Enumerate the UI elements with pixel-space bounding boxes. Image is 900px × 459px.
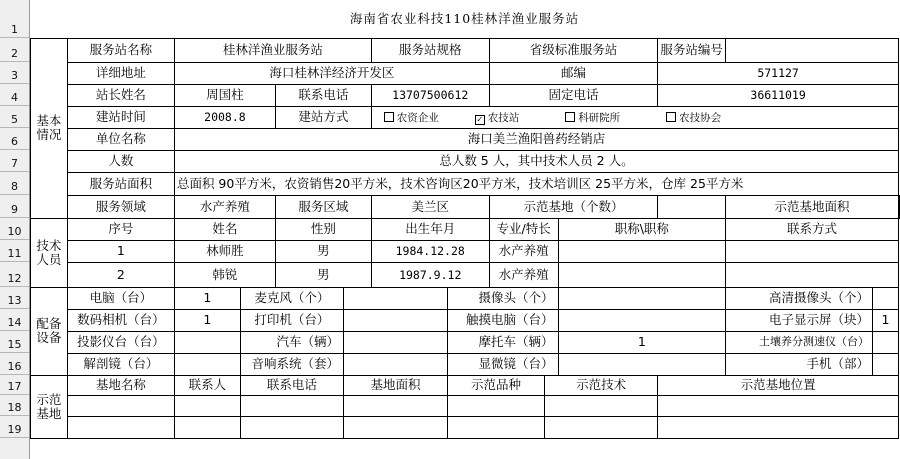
station-spec-value[interactable]: 省级标准服务站 <box>489 38 657 62</box>
equip-value[interactable] <box>873 287 899 309</box>
zip-label: 邮编 <box>489 62 657 84</box>
tech-cell[interactable] <box>558 240 726 262</box>
row-number-label: 2 <box>11 47 18 60</box>
checkbox-unchecked-icon[interactable] <box>565 112 575 122</box>
row-number[interactable] <box>0 38 29 62</box>
field-value[interactable]: 水产养殖 <box>174 195 275 218</box>
row-number[interactable] <box>0 150 29 172</box>
row-number[interactable] <box>0 309 29 331</box>
row-number-label: 16 <box>7 360 22 373</box>
region-value[interactable]: 美兰区 <box>371 195 489 218</box>
equip-label: 摩托车（辆） <box>448 331 559 353</box>
equip-label: 音响系统（套） <box>240 353 343 375</box>
demo-cell[interactable] <box>240 416 343 438</box>
equip-value[interactable] <box>558 353 726 375</box>
equip-value[interactable] <box>873 353 899 375</box>
equip-value[interactable]: 1 <box>174 287 240 309</box>
station-name-value[interactable]: 桂林洋渔业服务站 <box>174 38 371 62</box>
demo-header: 联系人 <box>174 375 240 395</box>
manager-value[interactable]: 周国柱 <box>174 84 275 106</box>
equip-value[interactable]: 1 <box>873 309 899 331</box>
row-number[interactable] <box>0 106 29 128</box>
table-row <box>31 395 900 416</box>
phone-value[interactable]: 13707500612 <box>371 84 489 106</box>
service-station-form <box>30 0 900 439</box>
row-number[interactable] <box>0 375 29 395</box>
row-number-label: 17 <box>7 380 22 393</box>
people-label: 人数 <box>67 150 174 172</box>
station-code-value[interactable] <box>726 38 899 62</box>
built-time-label: 建站时间 <box>67 106 174 128</box>
demo-cell[interactable] <box>240 395 343 416</box>
demo-header: 示范品种 <box>448 375 545 395</box>
demo-area-label: 示范基地面积 <box>726 195 899 218</box>
checkbox-unchecked-icon[interactable] <box>384 112 394 122</box>
demo-cell[interactable] <box>658 416 899 438</box>
demo-header: 基地面积 <box>344 375 448 395</box>
row-number[interactable] <box>0 262 29 287</box>
equip-label: 投影仪台（台） <box>67 331 174 353</box>
row-number-label: 9 <box>11 203 18 216</box>
row-number-label: 6 <box>11 135 18 148</box>
table-row <box>31 262 900 287</box>
address-value[interactable]: 海口桂林洋经济开发区 <box>174 62 489 84</box>
tech-header: 专业/特长 <box>489 218 558 240</box>
equip-label: 电脑（台） <box>67 287 174 309</box>
people-value[interactable]: 总人数 5 人，其中技术人员 2 人。 <box>174 150 898 172</box>
equip-value[interactable] <box>344 287 448 309</box>
tech-cell[interactable]: 林师胜 <box>174 240 275 262</box>
area-label: 服务站面积 <box>67 172 174 195</box>
tech-cell[interactable]: 韩锐 <box>174 262 275 287</box>
equip-label: 数码相机（台） <box>67 309 174 331</box>
row-header-column <box>0 0 30 459</box>
demo-cell[interactable] <box>658 395 899 416</box>
row-number[interactable] <box>0 172 29 195</box>
row-number-label: 7 <box>11 157 18 170</box>
row-number-label: 13 <box>7 294 22 307</box>
unit-value[interactable]: 海口美兰渔阳兽药经销店 <box>174 128 898 150</box>
row-number[interactable] <box>0 84 29 106</box>
row-number-label: 1 <box>11 23 18 36</box>
row-number-label: 4 <box>11 91 18 104</box>
station-spec-label: 服务站规格 <box>371 38 489 62</box>
demo-cell[interactable] <box>545 416 658 438</box>
row-number-label: 14 <box>7 316 22 329</box>
row-number-label: 5 <box>11 113 18 126</box>
demo-cell[interactable] <box>67 416 174 438</box>
tech-header: 性别 <box>275 218 371 240</box>
equip-value[interactable] <box>174 353 240 375</box>
unit-label: 单位名称 <box>67 128 174 150</box>
demo-cell[interactable] <box>344 416 448 438</box>
tech-header: 姓名 <box>174 218 275 240</box>
row-number[interactable] <box>0 218 29 240</box>
equip-value[interactable]: 1 <box>558 331 726 353</box>
manager-label: 站长姓名 <box>67 84 174 106</box>
row-number[interactable] <box>0 287 29 309</box>
equip-label: 触摸电脑（台） <box>448 309 559 331</box>
row-number[interactable] <box>0 240 29 262</box>
tech-header: 职称\职称 <box>558 218 726 240</box>
row-number[interactable] <box>0 0 29 38</box>
tech-header: 序号 <box>67 218 174 240</box>
section-tech-staff: 技术人员 <box>31 218 68 287</box>
section-basic-info: 基本情况 <box>31 38 68 218</box>
tech-cell[interactable]: 1984.12.28 <box>371 240 489 262</box>
demo-cell[interactable] <box>174 395 240 416</box>
option-label: 科研院所 <box>578 111 621 124</box>
checkbox-checked-icon[interactable]: ✓ <box>476 114 484 124</box>
equip-value[interactable] <box>174 331 240 353</box>
landline-label: 固定电话 <box>489 84 657 106</box>
option-agri-enterprise[interactable] <box>384 111 439 125</box>
option-label: 农技站 <box>487 111 520 124</box>
equip-label: 打印机（台） <box>240 309 343 331</box>
equip-value[interactable] <box>558 309 726 331</box>
built-method-options <box>371 106 898 128</box>
field-label: 服务领域 <box>67 195 174 218</box>
tech-cell[interactable]: 男 <box>275 262 371 287</box>
option-label: 农技协会 <box>679 111 722 124</box>
section-equipment: 配备设备 <box>31 287 68 375</box>
row-number-label: 18 <box>7 401 22 414</box>
region-label: 服务区域 <box>275 195 371 218</box>
demo-cell[interactable] <box>174 416 240 438</box>
equip-value[interactable]: 1 <box>174 309 240 331</box>
tech-cell[interactable]: 2 <box>67 262 174 287</box>
demo-cell[interactable] <box>67 395 174 416</box>
demo-header: 基地名称 <box>67 375 174 395</box>
row-number[interactable] <box>0 128 29 150</box>
equip-value[interactable] <box>344 309 448 331</box>
tech-header: 出生年月 <box>371 218 489 240</box>
row-number[interactable] <box>0 331 29 353</box>
equip-value[interactable] <box>344 331 448 353</box>
row-number[interactable] <box>0 353 29 375</box>
row-number-label: 3 <box>11 69 18 82</box>
table-row <box>31 240 900 262</box>
equip-value[interactable] <box>344 353 448 375</box>
section-demo-base: 示范基地 <box>31 375 68 438</box>
row-number-label: 19 <box>7 423 22 436</box>
station-code-label: 服务站编号 <box>658 38 726 62</box>
checkbox-unchecked-icon[interactable] <box>666 112 676 122</box>
demo-header: 示范技术 <box>545 375 658 395</box>
area-value[interactable]: 总面积 90平方米，农资销售20平方米，技术咨询区20平方米，技术培训区 25平方米，仓库 25平方米 <box>174 172 898 195</box>
station-name-label: 服务站名称 <box>67 38 174 62</box>
tech-cell[interactable] <box>726 240 899 262</box>
equip-value[interactable] <box>558 287 726 309</box>
option-agri-tech-station[interactable] <box>475 111 520 125</box>
demo-count-value[interactable] <box>658 195 726 218</box>
tech-cell[interactable]: 水产养殖 <box>489 240 558 262</box>
demo-count-label: 示范基地（个数） <box>489 195 657 218</box>
demo-cell[interactable] <box>448 395 545 416</box>
page-title: 海南省农业科技110桂林洋渔业服务站 <box>349 10 580 26</box>
landline-value[interactable]: 36611019 <box>658 84 899 106</box>
tech-cell[interactable] <box>726 262 899 287</box>
row-number-label: 10 <box>7 225 22 238</box>
demo-cell[interactable] <box>448 416 545 438</box>
built-method-label: 建站方式 <box>275 106 371 128</box>
tech-cell[interactable]: 1987.9.12 <box>371 262 489 287</box>
equip-label: 解剖镜（台） <box>67 353 174 375</box>
tech-header: 联系方式 <box>726 218 899 240</box>
built-time-value[interactable]: 2008.8 <box>174 106 275 128</box>
option-research-institute[interactable] <box>565 111 620 125</box>
equip-label: 汽车（辆） <box>240 331 343 353</box>
demo-header: 联系电话 <box>240 375 343 395</box>
equip-label: 电子显示屏（块） <box>726 309 873 331</box>
tech-cell[interactable]: 男 <box>275 240 371 262</box>
equip-value[interactable] <box>873 331 899 353</box>
row-number-label: 11 <box>7 247 22 260</box>
equip-label: 摄像头（个） <box>448 287 559 309</box>
row-number[interactable] <box>0 62 29 84</box>
equip-label: 手机（部） <box>726 353 873 375</box>
row-number-label: 12 <box>7 272 22 285</box>
option-tech-association[interactable] <box>666 111 721 125</box>
demo-area-value[interactable] <box>899 195 900 218</box>
table-row <box>31 416 900 438</box>
equip-label: 麦克风（个） <box>240 287 343 309</box>
tech-cell[interactable]: 水产养殖 <box>489 262 558 287</box>
equip-label: 高清摄像头（个） <box>726 287 873 309</box>
equip-label: 土壤养分测速仪（台） <box>726 331 873 353</box>
demo-header: 示范基地位置 <box>658 375 899 395</box>
option-label: 农资企业 <box>396 111 439 124</box>
address-label: 详细地址 <box>67 62 174 84</box>
zip-value[interactable]: 571127 <box>658 62 899 84</box>
row-number[interactable] <box>0 395 29 416</box>
demo-cell[interactable] <box>545 395 658 416</box>
row-number-label: 15 <box>7 338 22 351</box>
phone-label: 联系电话 <box>275 84 371 106</box>
tech-cell[interactable] <box>558 262 726 287</box>
row-number[interactable] <box>0 416 29 438</box>
row-number[interactable] <box>0 195 29 218</box>
tech-cell[interactable]: 1 <box>67 240 174 262</box>
equip-label: 显微镜（台） <box>448 353 559 375</box>
row-number-label: 8 <box>11 180 18 193</box>
demo-cell[interactable] <box>344 395 448 416</box>
